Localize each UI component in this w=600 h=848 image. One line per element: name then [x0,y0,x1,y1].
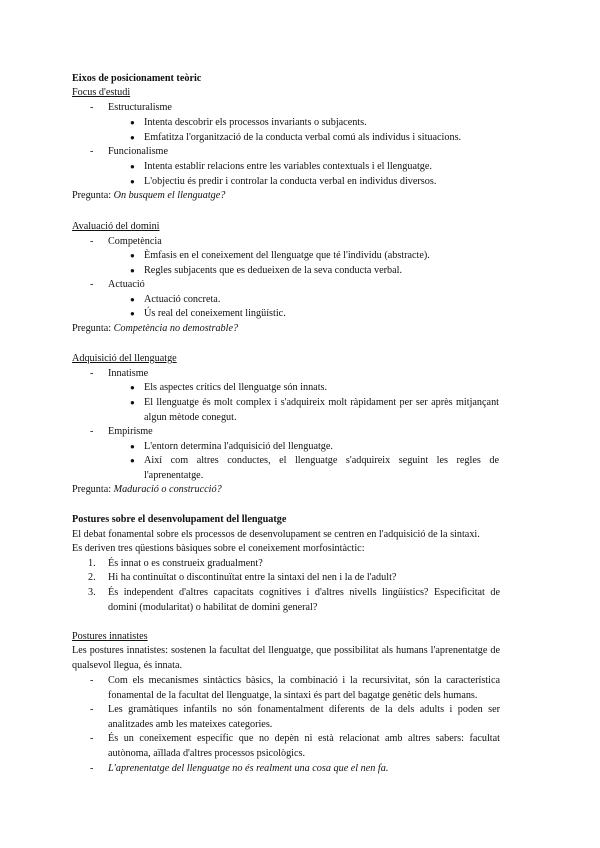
question-text: Competència no demostrable? [113,323,239,334]
dash-marker: - [90,426,94,437]
subheading-acquisition: Adquisició del llenguatge [72,353,177,364]
bullet-marker: ● [130,251,135,260]
dash-marker: - [90,102,94,113]
bullet-marker: ● [130,456,135,465]
bullet-text: Regles subjacents que es dedueixen de la seva conducta verbal. [144,265,402,276]
list-item: L'aprenentatge del llenguatge no és realment una cosa que el nen fa. [108,763,389,774]
bullet-text: Emfatitza l'organització de la conducta verbal comú als individus i situacions. [144,132,462,143]
numbered-item: Hi ha continuïtat o discontinuïtat entre la sintaxi del nen i la de l'adult? [108,572,397,583]
question-text: On busquem el llenguatge? [113,190,226,201]
bullet-text: Èmfasis en el coneixement del llenguatge que té l'individu (abstracte). [144,250,430,261]
dash-marker: - [90,763,94,774]
question-line [72,322,238,337]
list-item-label: Empirisme [108,426,153,437]
bullet-marker: ● [130,162,135,171]
bullet-marker: ● [130,118,135,127]
bullet-text: Així com altres conductes, el llenguatge s'adquireix seguint les regles de l'aprenentatge. [144,455,499,481]
dash-marker: - [90,236,94,247]
dash-marker: - [90,368,94,379]
bullet-text: Actuació concreta. [144,294,221,305]
bullet-text: Els aspectes crítics del llenguatge són innats. [144,382,328,393]
bullet-marker: ● [130,442,135,451]
list-item-label: Innatisme [108,368,149,379]
paragraph: Es deriven tres qüestions bàsiques sobre el coneixement morfosintàctic: [72,543,365,554]
list-item-label: Funcionalisme [108,146,168,157]
question-text: Maduració o construcció? [113,484,222,495]
bullet-text: Intenta descobrir els processos invariants o subjacents. [144,117,367,128]
question-line [72,483,222,498]
numbered-item: És innat o es construeix gradualment? [108,558,263,569]
list-item: És un coneixement específic que no depèn ni està relacionat amb altres sabers: facultat autònoma, aïllada d'altres processos psicològics. [108,733,500,759]
bullet-text: L'objectiu és predir i controlar la conducta verbal en individus diversos. [144,176,437,187]
subheading-innatist: Postures innatistes [72,631,148,642]
bullet-marker: ● [130,133,135,142]
bullet-marker: ● [130,383,135,392]
paragraph: Les postures innatistes: sostenen la facultat del llenguatge, que possibilitat als humans l'aprenentatge de qualsevol llegua, és innata. [72,645,500,671]
question-line [72,189,225,204]
section-title: Postures sobre el desenvolupament del llenguatge [72,514,287,525]
list-number: 1. [88,558,96,569]
bullet-text: El llenguatge és molt complex i s'adquireix molt ràpidament per ser après mitjançant algun mètode conegut. [144,397,499,423]
list-item-label: Competència [108,236,162,247]
bullet-text: Intenta establir relacions entre les variables contextuals i el llenguatge. [144,161,432,172]
dash-marker: - [90,733,94,744]
bullet-marker: ● [130,295,135,304]
bullet-marker: ● [130,398,135,407]
paragraph: El debat fonamental sobre els processos de desenvolupament se centren en l'adquisició de la sintaxi. [72,529,480,540]
dash-marker: - [90,675,94,686]
section-title: Eixos de posicionament teòric [72,73,202,84]
bullet-text: Ús real del coneixement lingüístic. [144,308,286,319]
dash-marker: - [90,279,94,290]
bullet-text: L'entorn determina l'adquisició del llenguatge. [144,441,333,452]
numbered-item: És independent d'altres capacitats cognitives i d'altres nivells lingüístics? Especificitat de domini (modularitat) o habilitat de domini general? [108,587,500,613]
question-label: Pregunta: [72,323,112,334]
list-number: 3. [88,587,96,598]
list-item-label: Estructuralisme [108,102,172,113]
question-label: Pregunta: [72,190,112,201]
question-label: Pregunta: [72,484,112,495]
bullet-marker: ● [130,266,135,275]
list-item: Com els mecanismes sintàctics bàsics, la combinació i la recursivitat, són la característica fonamental de la facultat del llenguatge, la sintaxi és part del bagatge genètic dels humans. [108,675,500,701]
list-number: 2. [88,572,96,583]
dash-marker: - [90,146,94,157]
subheading-focus: Focus d'estudi [72,87,131,98]
dash-marker: - [90,704,94,715]
list-item: Les gramàtiques infantils no són fonamentalment diferents de la dels adults i poden ser analitzades amb les mateixes categories. [108,704,500,730]
bullet-marker: ● [130,309,135,318]
bullet-marker: ● [130,177,135,186]
subheading-evaluation: Avaluació del domini [72,221,160,232]
list-item-label: Actuació [108,279,145,290]
